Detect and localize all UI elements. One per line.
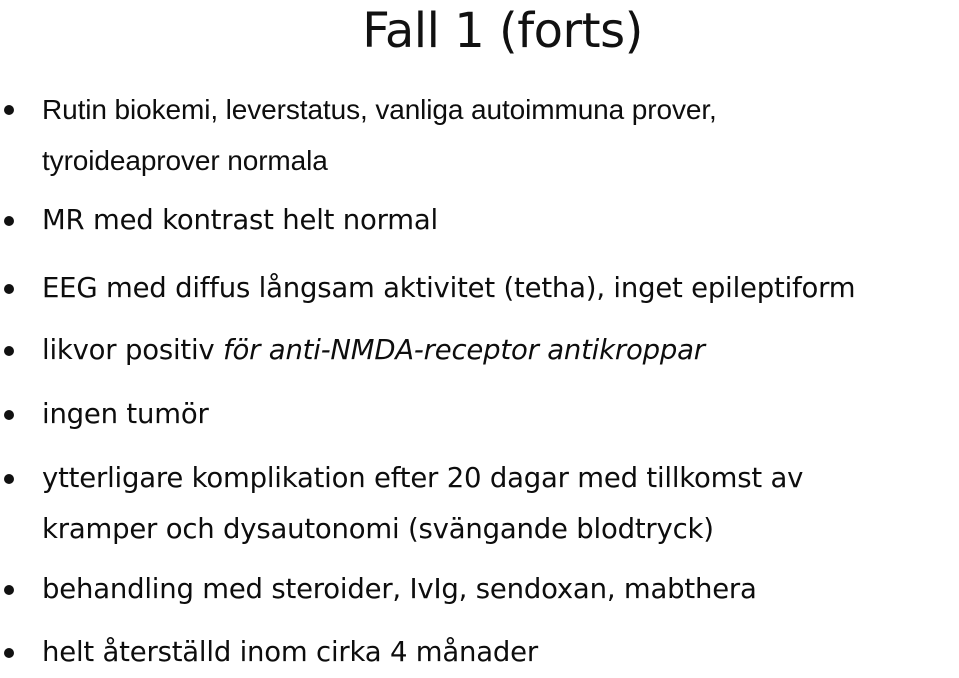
bullet-dot-icon: [4, 105, 14, 115]
bullet-dot-icon: [4, 648, 14, 658]
bullet-dot-icon: [4, 585, 14, 595]
bullet-text-line: tyroideaprover normala: [42, 145, 328, 176]
bullet-text-plain: likvor positiv: [42, 334, 224, 366]
bullet-dot-icon: [4, 284, 14, 294]
bullet-text-line: ytterligare komplikation efter 20 dagar med tillkomst av: [42, 462, 804, 494]
bullet-dot-icon: [4, 474, 14, 484]
bullet-text-line: Rutin biokemi, leverstatus, vanliga autoimmuna prover,: [42, 94, 717, 125]
bullet-text: helt återställd inom cirka 4 månader: [42, 636, 538, 668]
bullet-text: behandling med steroider, IvIg, sendoxan, mabthera: [42, 573, 757, 605]
bullet-text-italic: för anti-NMDA-receptor antikroppar: [223, 334, 705, 366]
bullet-dot-icon: [4, 410, 14, 420]
bullet-text: [42, 453, 803, 555]
bullet-text: [42, 325, 705, 376]
bullet-text: [42, 84, 717, 186]
bullet-dot-icon: [4, 216, 14, 226]
bullet-text: MR med kontrast helt normal: [42, 204, 438, 236]
bullet-text: ingen tumör: [42, 398, 209, 430]
slide-title: Fall 1 (forts): [362, 3, 643, 59]
bullet-text: EEG med diffus långsam aktivitet (tetha), inget epileptiform: [42, 272, 856, 304]
bullet-text-line: kramper och dysautonomi (svängande blodtryck): [42, 513, 714, 545]
bullet-dot-icon: [4, 346, 14, 356]
